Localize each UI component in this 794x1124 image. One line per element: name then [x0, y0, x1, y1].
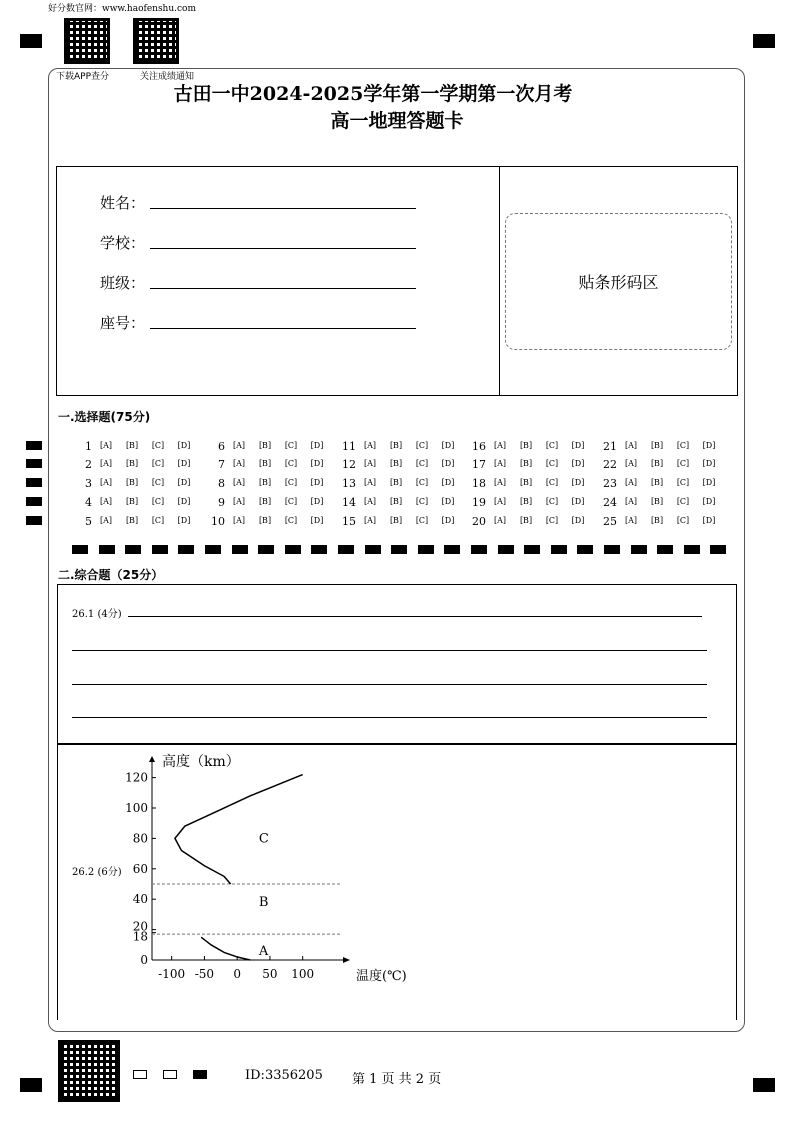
qr-code-footer[interactable]: [58, 1040, 120, 1102]
option-bubble-c[interactable]: [C]: [151, 478, 165, 487]
option-bubble-b[interactable]: [B]: [125, 497, 139, 506]
option-bubble-c[interactable]: [C]: [415, 459, 429, 468]
row-timing-mark: [26, 516, 42, 525]
option-bubble-a[interactable]: [A]: [232, 441, 246, 450]
temperature-curve: [201, 937, 250, 960]
option-bubble-a[interactable]: [A]: [363, 459, 377, 468]
timing-mark: [258, 545, 274, 554]
seat-field[interactable]: [150, 328, 416, 329]
timing-mark: [152, 545, 168, 554]
option-bubble-d[interactable]: [D]: [177, 459, 191, 468]
timing-mark: [285, 545, 301, 554]
option-bubble-d[interactable]: [D]: [310, 478, 324, 487]
q26-2-label: 26.2 (6分): [72, 867, 122, 878]
footer-box-empty: [163, 1070, 177, 1079]
qr-code-app[interactable]: [64, 18, 110, 64]
option-bubble-c[interactable]: [C]: [676, 497, 690, 506]
option-bubble-c[interactable]: [C]: [151, 459, 165, 468]
option-bubble-c[interactable]: [C]: [545, 516, 559, 525]
timing-mark: [338, 545, 354, 554]
option-bubble-d[interactable]: [D]: [571, 516, 585, 525]
timing-mark: [524, 545, 540, 554]
option-bubble-a[interactable]: [A]: [493, 478, 507, 487]
option-bubble-b[interactable]: [B]: [650, 497, 664, 506]
option-bubble-c[interactable]: [C]: [284, 497, 298, 506]
timing-mark: [710, 545, 726, 554]
option-bubble-a[interactable]: [A]: [99, 441, 113, 450]
barcode-zone[interactable]: [505, 213, 732, 350]
timing-mark: [684, 545, 700, 554]
timing-mark: [125, 545, 141, 554]
registration-mark: [20, 1078, 42, 1092]
option-bubble-c[interactable]: [C]: [415, 497, 429, 506]
row-timing-mark: [26, 459, 42, 468]
option-bubble-b[interactable]: [B]: [389, 459, 403, 468]
x-tick-label: -50: [194, 967, 215, 981]
answer-line[interactable]: [128, 616, 702, 617]
option-bubble-a[interactable]: [A]: [493, 516, 507, 525]
question-number: 15: [342, 515, 356, 528]
option-bubble-b[interactable]: [B]: [125, 459, 139, 468]
option-bubble-b[interactable]: [B]: [519, 516, 533, 525]
option-bubble-a[interactable]: [A]: [99, 459, 113, 468]
question-number: 1: [85, 440, 92, 453]
timing-mark: [418, 545, 434, 554]
section1-title: 一.选择题(75分): [58, 410, 151, 424]
option-bubble-d[interactable]: [D]: [571, 459, 585, 468]
timing-mark: [657, 545, 673, 554]
y-tick-label: 60: [132, 861, 148, 876]
option-bubble-c[interactable]: [C]: [284, 459, 298, 468]
option-bubble-d[interactable]: [D]: [702, 516, 716, 525]
temperature-altitude-chart: [120, 748, 420, 998]
question-number: 10: [211, 515, 225, 528]
y-tick-label: 120: [125, 770, 148, 785]
school-label: 学校：: [100, 234, 146, 252]
page-number: 第 1 页 共 2 页: [352, 1072, 442, 1087]
option-bubble-a[interactable]: [A]: [232, 459, 246, 468]
option-bubble-d[interactable]: [D]: [571, 441, 585, 450]
option-bubble-b[interactable]: [B]: [125, 478, 139, 487]
row-timing-mark: [26, 478, 42, 487]
option-bubble-a[interactable]: [A]: [624, 441, 638, 450]
timing-mark: [498, 545, 514, 554]
q26-1-answer-box: [57, 584, 737, 744]
option-bubble-a[interactable]: [A]: [493, 459, 507, 468]
name-label: 姓名：: [100, 194, 146, 212]
option-bubble-d[interactable]: [D]: [177, 497, 191, 506]
info-divider: [499, 166, 500, 396]
y-tick-label: 18: [132, 929, 148, 944]
qr-app-label: 下载APP查分: [56, 72, 110, 82]
option-bubble-c[interactable]: [C]: [284, 478, 298, 487]
option-bubble-b[interactable]: [B]: [258, 441, 272, 450]
option-bubble-a[interactable]: [A]: [363, 516, 377, 525]
layer-label: A: [258, 943, 269, 959]
x-tick-label: -100: [158, 967, 186, 981]
option-bubble-c[interactable]: [C]: [545, 441, 559, 450]
question-number: 18: [472, 477, 486, 490]
option-bubble-c[interactable]: [C]: [415, 516, 429, 525]
question-number: 22: [603, 458, 617, 471]
option-bubble-d[interactable]: [D]: [571, 497, 585, 506]
option-bubble-a[interactable]: [A]: [624, 516, 638, 525]
option-bubble-c[interactable]: [C]: [676, 516, 690, 525]
y-tick-label: 0: [140, 953, 148, 967]
question-number: 9: [218, 496, 225, 509]
option-bubble-c[interactable]: [C]: [545, 459, 559, 468]
option-bubble-a[interactable]: [A]: [99, 497, 113, 506]
question-number: 13: [342, 477, 356, 490]
question-number: 19: [472, 496, 486, 509]
row-timing-mark: [26, 497, 42, 506]
q26-1-label: 26.1 (4分): [72, 609, 122, 620]
timing-mark: [311, 545, 327, 554]
option-bubble-a[interactable]: [A]: [99, 478, 113, 487]
question-number: 20: [472, 515, 486, 528]
timing-mark: [99, 545, 115, 554]
question-number: 8: [218, 477, 225, 490]
option-bubble-a[interactable]: [A]: [232, 497, 246, 506]
option-bubble-c[interactable]: [C]: [676, 441, 690, 450]
option-bubble-b[interactable]: [B]: [258, 459, 272, 468]
option-bubble-b[interactable]: [B]: [389, 516, 403, 525]
option-bubble-b[interactable]: [B]: [389, 441, 403, 450]
x-tick-label: 100: [291, 967, 315, 981]
option-bubble-a[interactable]: [A]: [363, 441, 377, 450]
question-number: 11: [342, 440, 356, 453]
registration-mark: [753, 1078, 775, 1092]
footer-box-empty: [133, 1070, 147, 1079]
option-bubble-a[interactable]: [A]: [232, 478, 246, 487]
option-bubble-d[interactable]: [D]: [702, 459, 716, 468]
option-bubble-b[interactable]: [B]: [258, 497, 272, 506]
option-bubble-b[interactable]: [B]: [258, 478, 272, 487]
option-bubble-d[interactable]: [D]: [177, 441, 191, 450]
option-bubble-a[interactable]: [A]: [363, 478, 377, 487]
timing-mark: [444, 545, 460, 554]
registration-mark: [753, 34, 775, 48]
class-field[interactable]: [150, 288, 416, 289]
option-bubble-c[interactable]: [C]: [151, 497, 165, 506]
timing-mark: [577, 545, 593, 554]
y-tick-label: 40: [132, 892, 148, 907]
seat-label: 座号：: [100, 314, 146, 332]
option-bubble-b[interactable]: [B]: [650, 441, 664, 450]
y-tick-label: 80: [132, 831, 148, 846]
option-bubble-b[interactable]: [B]: [389, 478, 403, 487]
question-number: 17: [472, 458, 486, 471]
y-tick-label: 20: [132, 919, 148, 934]
layer-label: C: [258, 831, 269, 847]
exam-id: ID:3356205: [245, 1068, 323, 1083]
option-bubble-d[interactable]: [D]: [310, 497, 324, 506]
option-bubble-d[interactable]: [D]: [177, 478, 191, 487]
answer-line[interactable]: [72, 650, 707, 651]
option-bubble-b[interactable]: [B]: [519, 441, 533, 450]
option-bubble-a[interactable]: [A]: [624, 459, 638, 468]
option-bubble-d[interactable]: [D]: [441, 478, 455, 487]
option-bubble-b[interactable]: [B]: [650, 478, 664, 487]
timing-mark: [391, 545, 407, 554]
question-number: 5: [85, 515, 92, 528]
class-label: 班级：: [100, 274, 146, 292]
option-bubble-c[interactable]: [C]: [415, 478, 429, 487]
y-axis-arrow: [149, 756, 155, 762]
option-bubble-b[interactable]: [B]: [650, 459, 664, 468]
option-bubble-b[interactable]: [B]: [650, 516, 664, 525]
x-axis-arrow: [343, 957, 350, 963]
option-bubble-b[interactable]: [B]: [519, 459, 533, 468]
option-bubble-c[interactable]: [C]: [151, 441, 165, 450]
question-number: 4: [85, 496, 92, 509]
timing-mark: [365, 545, 381, 554]
question-number: 2: [85, 458, 92, 471]
temperature-curve: [175, 775, 303, 884]
x-tick-label: 50: [262, 967, 278, 981]
option-bubble-d[interactable]: [D]: [571, 478, 585, 487]
section2-title: 二.综合题（25分）: [58, 568, 164, 582]
registration-mark: [20, 34, 42, 48]
question-number: 14: [342, 496, 356, 509]
option-bubble-d[interactable]: [D]: [310, 441, 324, 450]
site-url: 好分数官网：www.haofenshu.com: [48, 4, 197, 14]
name-field[interactable]: [150, 208, 416, 209]
row-timing-mark: [26, 441, 42, 450]
question-number: 3: [85, 477, 92, 490]
question-number: 7: [218, 458, 225, 471]
answer-line[interactable]: [72, 684, 707, 685]
option-bubble-c[interactable]: [C]: [284, 516, 298, 525]
option-bubble-d[interactable]: [D]: [441, 459, 455, 468]
option-bubble-b[interactable]: [B]: [519, 497, 533, 506]
x-tick-label: 0: [233, 967, 241, 981]
timing-mark: [72, 545, 88, 554]
option-bubble-d[interactable]: [D]: [310, 516, 324, 525]
layer-label: B: [258, 895, 269, 911]
exam-title: 古田一中2024-2025学年第一学期第一次月考: [173, 83, 573, 105]
option-bubble-b[interactable]: [B]: [519, 478, 533, 487]
footer-box-filled: [193, 1070, 207, 1079]
question-number: 25: [603, 515, 617, 528]
question-number: 24: [603, 496, 617, 509]
option-bubble-a[interactable]: [A]: [493, 441, 507, 450]
timing-mark: [471, 545, 487, 554]
timing-mark: [631, 545, 647, 554]
y-axis-label: 高度（km）: [162, 754, 240, 770]
timing-mark: [205, 545, 221, 554]
option-bubble-a[interactable]: [A]: [624, 497, 638, 506]
timing-mark: [232, 545, 248, 554]
option-bubble-d[interactable]: [D]: [702, 497, 716, 506]
option-bubble-a[interactable]: [A]: [493, 497, 507, 506]
y-tick-label: 100: [125, 801, 148, 815]
option-bubble-d[interactable]: [D]: [702, 441, 716, 450]
option-bubble-d[interactable]: [D]: [441, 497, 455, 506]
question-number: 6: [218, 440, 225, 453]
qr-notify-label: 关注成绩通知: [140, 72, 195, 82]
timing-mark: [551, 545, 567, 554]
question-number: 12: [342, 458, 356, 471]
option-bubble-b[interactable]: [B]: [258, 516, 272, 525]
option-bubble-b[interactable]: [B]: [389, 497, 403, 506]
option-bubble-a[interactable]: [A]: [363, 497, 377, 506]
x-axis-label: 温度(℃): [356, 969, 407, 984]
timing-mark: [178, 545, 194, 554]
option-bubble-c[interactable]: [C]: [676, 459, 690, 468]
option-bubble-d[interactable]: [D]: [441, 441, 455, 450]
timing-mark: [604, 545, 620, 554]
barcode-label: 贴条形码区: [578, 273, 659, 292]
option-bubble-c[interactable]: [C]: [676, 478, 690, 487]
option-bubble-c[interactable]: [C]: [415, 441, 429, 450]
option-bubble-b[interactable]: [B]: [125, 516, 139, 525]
option-bubble-b[interactable]: [B]: [125, 441, 139, 450]
option-bubble-a[interactable]: [A]: [624, 478, 638, 487]
school-field[interactable]: [150, 248, 416, 249]
option-bubble-d[interactable]: [D]: [177, 516, 191, 525]
question-number: 23: [603, 477, 617, 490]
option-bubble-c[interactable]: [C]: [151, 516, 165, 525]
option-bubble-c[interactable]: [C]: [284, 441, 298, 450]
option-bubble-c[interactable]: [C]: [545, 478, 559, 487]
option-bubble-d[interactable]: [D]: [702, 478, 716, 487]
card-title: 高一地理答题卡: [330, 110, 464, 132]
option-bubble-a[interactable]: [A]: [232, 516, 246, 525]
option-bubble-d[interactable]: [D]: [441, 516, 455, 525]
option-bubble-d[interactable]: [D]: [310, 459, 324, 468]
option-bubble-c[interactable]: [C]: [545, 497, 559, 506]
question-number: 21: [603, 440, 617, 453]
qr-code-notify[interactable]: [133, 18, 179, 64]
question-number: 16: [472, 440, 486, 453]
option-bubble-a[interactable]: [A]: [99, 516, 113, 525]
answer-line[interactable]: [72, 717, 707, 718]
